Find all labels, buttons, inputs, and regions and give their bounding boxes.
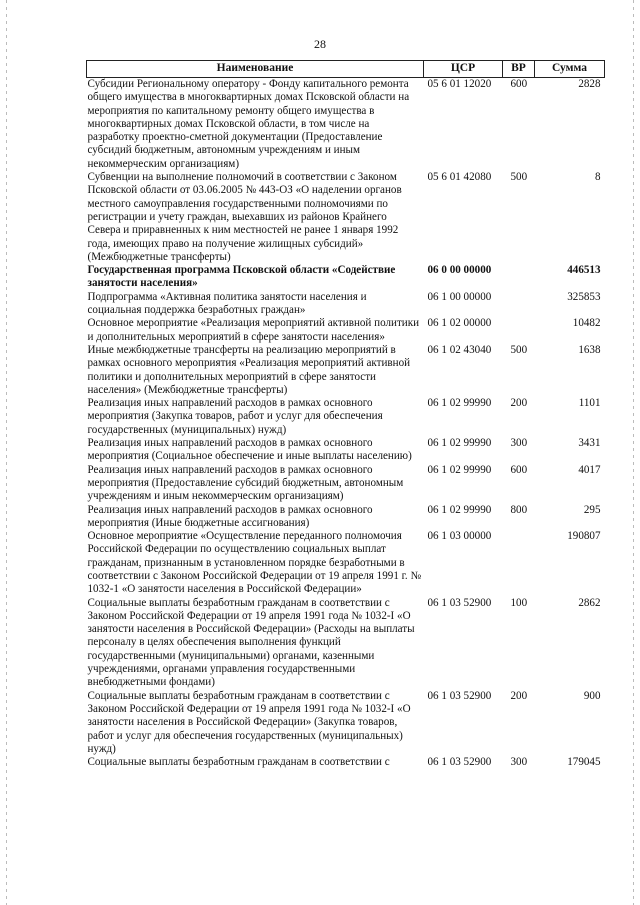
row-sum: 3431 bbox=[578, 437, 601, 450]
row-name: Социальные выплаты безработным гражданам в соответствии с bbox=[87, 756, 390, 769]
row-sum: 190807 bbox=[567, 530, 601, 543]
row-name: Реализация иных направлений расходов в рамках основного мероприятия (Иные бюджетные ассигнования) bbox=[87, 503, 373, 529]
row-vr-code bbox=[503, 291, 535, 318]
table-row bbox=[87, 530, 605, 596]
row-vr-code: 200 bbox=[510, 689, 528, 702]
row-name: Государственная программа Псковской области «Содействие занятости населения» bbox=[87, 264, 396, 290]
left-scan-edge bbox=[6, 0, 7, 905]
row-name: Реализация иных направлений расходов в рамках основного мероприятия (Предоставление субсидий бюджетным, автономным учреждениям и иным некоммерческим организациям) bbox=[87, 463, 404, 503]
row-vr-code: 100 bbox=[510, 596, 528, 609]
row-csr-code: 06 1 02 99990 bbox=[427, 503, 492, 516]
row-name: Иные межбюджетные трансферты на реализацию мероприятий в рамках основного мероприятия «Реализация мероприятий активной политики и дополнительных мероприятий в сфере занятости населения» (Межбюджетные трансферты) bbox=[87, 343, 411, 396]
table-row bbox=[87, 291, 605, 318]
row-sum: 446513 bbox=[567, 264, 601, 277]
header-sum: Сумма bbox=[535, 61, 605, 78]
header-csr: ЦСР bbox=[424, 61, 503, 78]
header-vr: ВР bbox=[503, 61, 535, 78]
table-row bbox=[87, 690, 605, 756]
row-sum: 8 bbox=[594, 171, 601, 184]
table-row bbox=[87, 756, 605, 769]
row-vr-code: 800 bbox=[510, 503, 528, 516]
row-name: Подпрограмма «Активная политика занятости населения и социальная поддержка безработных граждан» bbox=[87, 290, 367, 317]
row-csr-code: 06 1 02 99990 bbox=[427, 437, 492, 450]
right-scan-edge bbox=[633, 0, 634, 905]
row-vr-code: 600 bbox=[510, 463, 528, 476]
table-row bbox=[87, 597, 605, 690]
budget-table bbox=[86, 60, 605, 769]
row-vr-code: 300 bbox=[510, 437, 528, 450]
table-row bbox=[87, 344, 605, 397]
row-csr-code: 06 1 02 00000 bbox=[427, 317, 492, 330]
row-sum: 295 bbox=[583, 503, 601, 516]
table-header bbox=[87, 61, 605, 78]
row-name: Реализация иных направлений расходов в рамках основного мероприятия (Социальное обеспечение и иные выплаты населению) bbox=[87, 437, 412, 463]
table-row bbox=[87, 504, 605, 531]
row-name: Субсидии Региональному оператору - Фонду капитального ремонта общего имущества в многоквартирных домах Псковской области на мероприятия по капитальному ремонту общего имущества в многоквартирных домах Псковской области, в том числе на разработку проектно-сметной документации (Предоставление субсидий бюджетным, автономным учреждениям и иным некоммерческим организациям) bbox=[87, 78, 410, 170]
row-csr-code: 06 1 02 99990 bbox=[427, 463, 492, 476]
row-name: Реализация иных направлений расходов в рамках основного мероприятия (Закупка товаров, работ и услуг для обеспечения государственных (муниципальных) нужд) bbox=[87, 397, 383, 436]
row-sum: 1101 bbox=[578, 397, 601, 410]
row-vr-code: 500 bbox=[510, 343, 528, 356]
table-row bbox=[87, 264, 605, 291]
row-csr-code: 06 1 03 52900 bbox=[427, 596, 492, 609]
row-sum: 2828 bbox=[578, 78, 601, 90]
row-csr-code: 06 1 03 52900 bbox=[427, 689, 492, 702]
row-csr-code: 06 0 00 00000 bbox=[427, 264, 492, 277]
page-number: 28 bbox=[314, 37, 326, 51]
row-csr-code: 05 6 01 42080 bbox=[427, 171, 492, 184]
row-sum: 179045 bbox=[567, 756, 601, 769]
table-row bbox=[87, 437, 605, 464]
row-csr-code: 06 1 02 43040 bbox=[427, 343, 492, 356]
row-sum: 900 bbox=[583, 689, 601, 702]
table-row bbox=[87, 397, 605, 437]
row-name: Социальные выплаты безработным гражданам в соответствии с Законом Российской Федерации от 19 апреля 1991 года № 1032-I «О занятости населения в Российской Федерации» (Расходы на выплаты персоналу в целях обеспечения выполнения функций государственными (муниципальными) органами, казенными учреждениями, органами управления государственными внебюджетными фондами) bbox=[87, 596, 415, 689]
table-body bbox=[87, 78, 605, 770]
header-name: Наименование bbox=[87, 61, 424, 78]
header-row bbox=[87, 61, 605, 78]
table-row bbox=[87, 171, 605, 264]
row-csr-code: 06 1 03 00000 bbox=[427, 530, 492, 543]
row-name: Социальные выплаты безработным гражданам в соответствии с Законом Российской Федерации от 19 апреля 1991 года № 1032-I «О занятости населения в Российской Федерации» (Закупка товаров, работ и услуг для обеспечения государственных (муниципальных) нужд) bbox=[87, 689, 411, 755]
table-row bbox=[87, 464, 605, 504]
row-name: Основное мероприятие «Осуществление переданного полномочия Российской Федерации по осуществлению социальных выплат гражданам, признанным в установленном порядке безработными в соответствии с Законом Российской Федерации от 19 апреля 1991 г. № 1032-1 «О занятости населения в Российской Федерации» bbox=[87, 530, 422, 596]
row-csr-code: 06 1 02 99990 bbox=[427, 397, 492, 410]
row-vr-code bbox=[503, 264, 535, 291]
row-sum: 325853 bbox=[567, 290, 601, 303]
table-row bbox=[87, 317, 605, 344]
row-vr-code: 500 bbox=[510, 171, 528, 184]
row-name: Субвенции на выполнение полномочий в соответствии с Законом Псковской области от 03.06.2005 № 443-ОЗ «О наделении органов местного самоуправления государственными полномочиями по регистрации и учету граждан, выехавших из районов Крайнего Севера и приравненных к ним местностей не ранее 1 января 1992 года, имеющих право на получение жилищных субсидий» (Межбюджетные трансферты) bbox=[87, 171, 402, 263]
row-vr-code bbox=[503, 530, 535, 596]
row-csr-code: 06 1 00 00000 bbox=[427, 290, 492, 303]
row-vr-code: 600 bbox=[510, 78, 528, 90]
row-sum: 1638 bbox=[578, 343, 601, 356]
row-vr-code: 200 bbox=[510, 397, 528, 410]
row-sum: 4017 bbox=[578, 463, 601, 476]
row-vr-code: 300 bbox=[510, 756, 528, 769]
row-sum: 10482 bbox=[572, 317, 601, 330]
table-row bbox=[87, 78, 605, 172]
row-vr-code bbox=[503, 317, 535, 344]
row-name: Основное мероприятие «Реализация мероприятий активной политики и дополнительных мероприятий в сфере занятости населения» bbox=[87, 317, 420, 343]
row-sum: 2862 bbox=[578, 596, 601, 609]
row-csr-code: 05 6 01 12020 bbox=[427, 78, 492, 90]
row-csr-code: 06 1 03 52900 bbox=[427, 756, 492, 769]
